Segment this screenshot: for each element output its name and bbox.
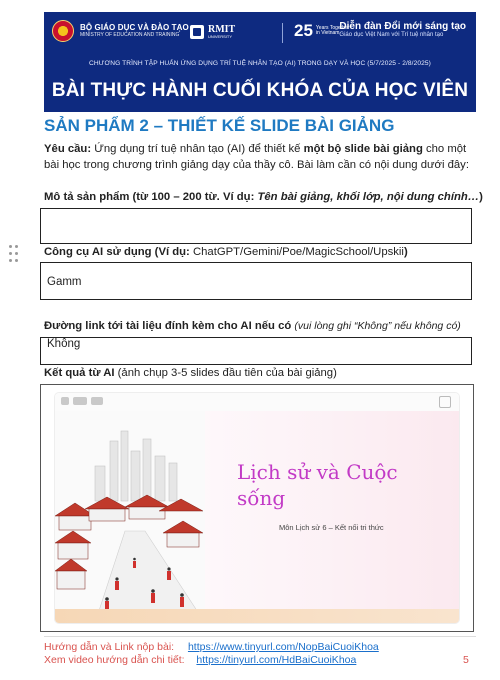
- requirement-text-2: cho một bài học trong chương trình giảng dạy của thầy cô. Bài làm cần có nội dung dưới đây:: [44, 143, 469, 171]
- editor-toolbar: [55, 393, 459, 412]
- result-label-text: Kết quả từ AI: [44, 367, 115, 379]
- banner-logos: [44, 12, 476, 54]
- title-slide: [55, 411, 459, 623]
- link-note: (vui lòng ghi “Không” nếu không có): [294, 320, 461, 332]
- page-number: 5: [463, 654, 469, 666]
- description-close: ): [479, 191, 483, 203]
- link-label: [44, 320, 461, 332]
- banner-title: BÀI THỰC HÀNH CUỐI KHÓA CỦA HỌC VIÊN: [51, 80, 469, 101]
- rmit-sub: UNIVERSITY: [208, 34, 233, 39]
- guide-label: Hướng dẫn và Link nộp bài:: [44, 641, 175, 653]
- description-label-text: Mô tả sản phẩm (từ 100 – 200 từ. Ví dụ:: [44, 191, 258, 203]
- toolbar-menu-icon: [439, 396, 451, 408]
- requirement-bold: một bộ slide bài giảng: [303, 143, 423, 155]
- result-note: (ảnh chụp 3-5 slides đầu tiên của bài giảng): [114, 367, 337, 379]
- video-label: Xem video hướng dẫn chi tiết:: [44, 654, 185, 666]
- national-emblem-icon: [52, 20, 74, 42]
- tools-label: [44, 246, 408, 258]
- slide-subtitle: Môn Lịch sử 6 – Kết nối tri thức: [279, 523, 384, 532]
- anniversary-text: Years Together in Vietnam: [315, 24, 350, 36]
- requirement-paragraph: [44, 141, 474, 173]
- requirement-label: Yêu cầu:: [44, 143, 92, 155]
- drag-handle-icon[interactable]: [9, 245, 19, 263]
- moet-logo: [52, 20, 189, 42]
- footer-divider: [44, 636, 476, 637]
- slide-title: Lịch sử và Cuộc sống: [237, 460, 398, 510]
- footer-video: [44, 654, 356, 666]
- rmit-logo: [190, 25, 235, 39]
- toolbar-icon: [91, 397, 103, 405]
- moet-name: BỘ GIÁO DỤC VÀ ĐÀO TẠO: [80, 23, 189, 33]
- forum-subtitle: Giáo dục Việt Nam với Trí tuệ nhân tạo: [339, 32, 444, 38]
- result-label: [44, 367, 337, 379]
- slide-screenshot: [55, 393, 459, 623]
- header-banner: [44, 12, 476, 112]
- program-line: CHƯƠNG TRÌNH TẬP HUẤN ỨNG DỤNG TRÍ TUỆ NHÂN TẠO (AI) TRONG DẠY VÀ HỌC (5/7/2025 - 2/8/2025): [89, 60, 431, 67]
- tools-field[interactable]: Gamm: [40, 262, 472, 300]
- anniversary-number: 25: [294, 21, 313, 40]
- forum-title-block: [339, 21, 466, 38]
- tools-example: ChatGPT/Gemini/Poe/MagicSchool/Upskii: [192, 246, 404, 258]
- video-link[interactable]: https://tinyurl.com/HdBaiCuoiKhoa: [196, 654, 357, 666]
- section-heading: SẢN PHẨM 2 – THIẾT KẾ SLIDE BÀI GIẢNG: [44, 116, 395, 135]
- moet-name-en: MINISTRY OF EDUCATION AND TRAINING: [80, 31, 180, 38]
- guide-link[interactable]: https://www.tinyurl.com/NopBaiCuoiKhoa: [187, 641, 379, 653]
- footer-guide: [44, 641, 379, 653]
- slide-bottom-band: [55, 609, 459, 623]
- rmit-name: RMIT: [208, 24, 236, 35]
- requirement-text-1: Ứng dụng trí tuệ nhân tạo (AI) để thiết kế: [91, 143, 304, 155]
- tools-close: ): [403, 246, 408, 258]
- link-label-text: Đường link tới tài liệu đính kèm cho AI nếu có: [44, 320, 295, 332]
- description-label: [44, 191, 483, 203]
- city-illustration: [55, 411, 205, 623]
- description-example: Tên bài giảng, khối lớp, nội dung chính…: [257, 191, 480, 203]
- link-field[interactable]: Không: [40, 337, 472, 365]
- description-field[interactable]: [40, 208, 472, 244]
- tools-label-text: Công cụ AI sử dụng (Ví dụ:: [44, 246, 193, 258]
- toolbar-icon: [73, 397, 87, 405]
- forum-title: Diễn đàn Đổi mới sáng tạo: [339, 21, 466, 32]
- logo-divider: [282, 23, 283, 43]
- toolbar-icon: [61, 397, 69, 405]
- result-image-frame: [40, 384, 474, 632]
- rmit-emblem-icon: [190, 25, 204, 39]
